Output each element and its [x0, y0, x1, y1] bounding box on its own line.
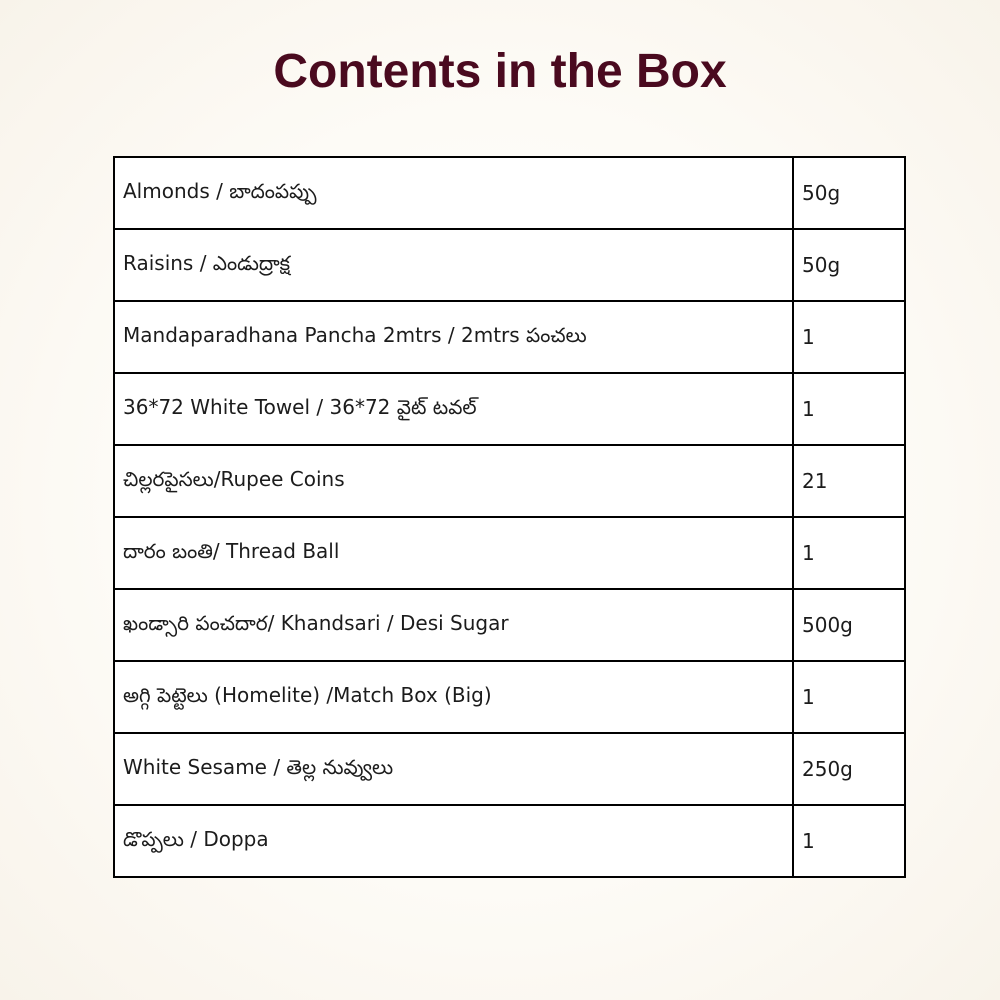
item-quantity: 1: [793, 805, 905, 877]
table-row: [114, 733, 905, 805]
table-row: [114, 661, 905, 733]
item-name: 36*72 White Towel / 36*72 వైట్ టవల్: [114, 373, 793, 445]
table-row: [114, 373, 905, 445]
table-row: [114, 445, 905, 517]
item-name: అగ్గి పెట్టెలు (Homelite) /Match Box (Big): [114, 661, 793, 733]
item-name: ఖండ్సారి పంచదార/ Khandsari / Desi Sugar: [114, 589, 793, 661]
table-row: [114, 229, 905, 301]
item-name: Raisins / ఎండుద్రాక్ష: [114, 229, 793, 301]
item-quantity: 1: [793, 661, 905, 733]
item-quantity: 1: [793, 301, 905, 373]
item-name: దారం బంతి/ Thread Ball: [114, 517, 793, 589]
item-quantity: 1: [793, 373, 905, 445]
item-quantity: 500g: [793, 589, 905, 661]
item-name: చిల్లరపైసలు/Rupee Coins: [114, 445, 793, 517]
page-title: Contents in the Box: [273, 45, 727, 98]
item-quantity: 50g: [793, 229, 905, 301]
item-name: Mandaparadhana Pancha 2mtrs / 2mtrs పంచలు: [114, 301, 793, 373]
contents-table: [113, 156, 906, 878]
table-row: [114, 517, 905, 589]
item-quantity: 21: [793, 445, 905, 517]
table-row: [114, 589, 905, 661]
item-name: Almonds / బాదంపప్పు: [114, 157, 793, 229]
item-name: White Sesame / తెల్ల నువ్వులు: [114, 733, 793, 805]
item-quantity: 1: [793, 517, 905, 589]
table-row: [114, 157, 905, 229]
table-row: [114, 805, 905, 877]
item-quantity: 250g: [793, 733, 905, 805]
item-name: డొప్పలు / Doppa: [114, 805, 793, 877]
table-row: [114, 301, 905, 373]
item-quantity: 50g: [793, 157, 905, 229]
